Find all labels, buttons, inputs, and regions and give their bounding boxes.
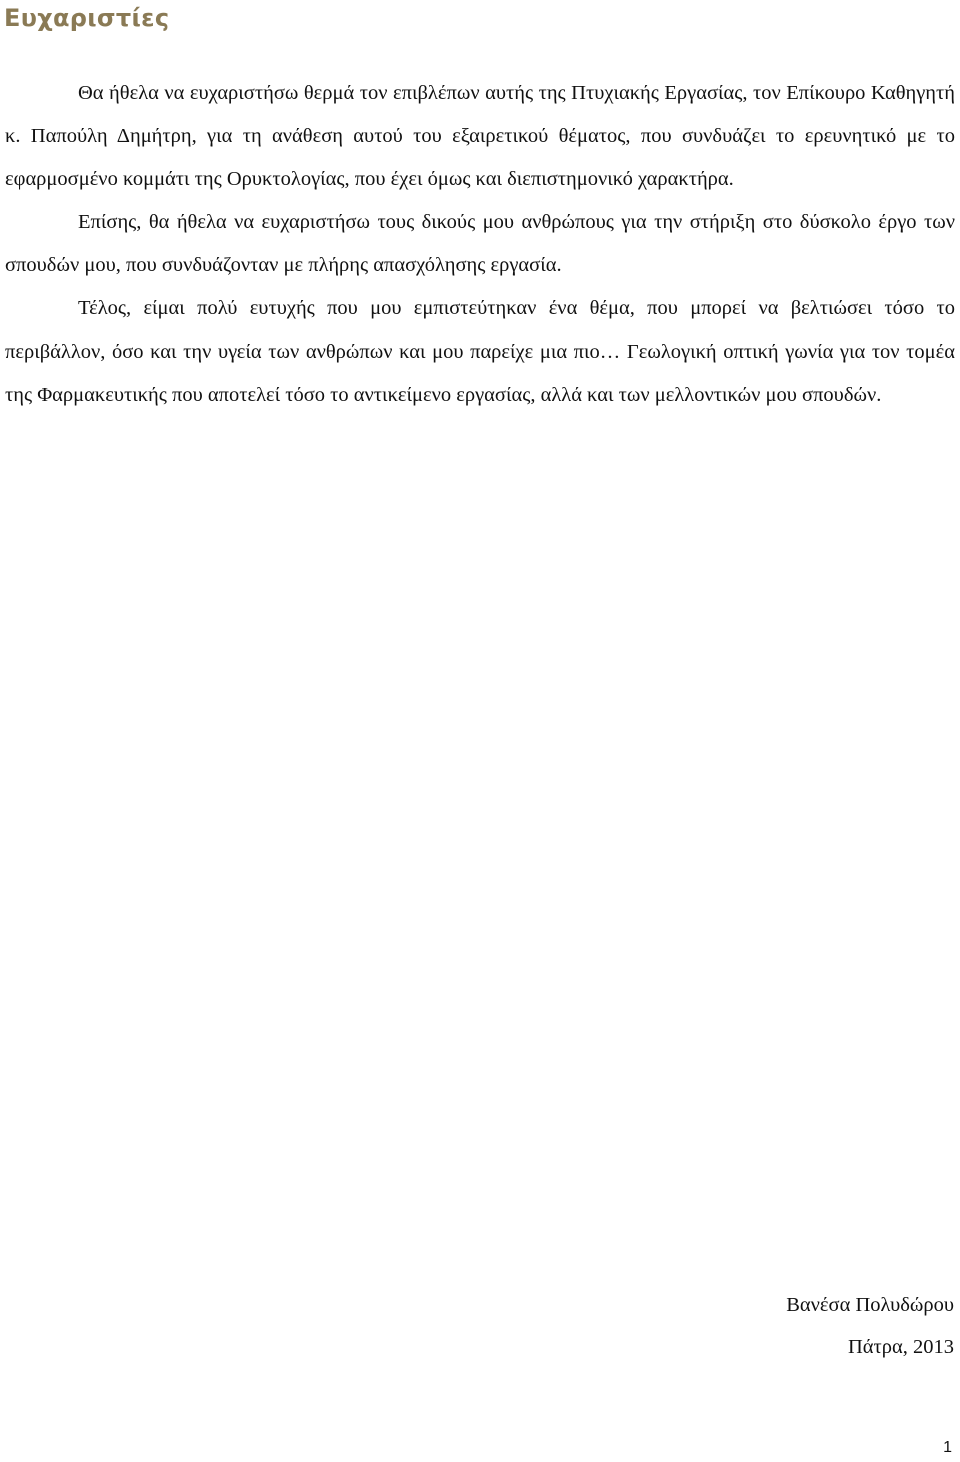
acknowledgements-body <box>5 72 955 417</box>
paragraph-supervisor-thanks: Θα ήθελα να ευχαριστήσω θερμά τον επιβλέπων αυτής της Πτυχιακής Εργασίας, τον Επίκουρο Καθηγητή κ. Παπούλη Δημήτρη, για τη ανάθεση αυτού του εξαιρετικού θέματος, που συνδυάζει το ερευνητικό με το εφαρμοσμένο κομμάτι της Ορυκτολογίας, που έχει όμως και διεπιστημονικό χαρακτήρα. <box>5 82 955 191</box>
paragraph-family-thanks: Επίσης, θα ήθελα να ευχαριστήσω τους δικούς μου ανθρώπους για την στήριξη στο δύσκολο έργο των σπουδών μου, που συνδυάζονταν με πλήρης απασχόλησης εργασία. <box>5 211 955 277</box>
page-number: 1 <box>943 1439 952 1456</box>
signature-block <box>786 1284 954 1368</box>
paragraph-closing: Τέλος, είμαι πολύ ευτυχής που μου εμπιστεύτηκαν ένα θέμα, που μπορεί να βελτιώσει τόσο το περιβάλλον, όσο και την υγεία των ανθρώπων και μου παρείχε μια πιο… Γεωλογική οπτική γωνία για τον τομέα της Φαρμακευτικής που αποτελεί τόσο το αντικείμενο εργασίας, αλλά και των μελλοντικών μου σπουδών. <box>5 297 955 406</box>
author-name: Βανέσα Πολυδώρου <box>786 1294 954 1316</box>
page-title: Ευχαριστίες <box>4 4 170 32</box>
place-date: Πάτρα, 2013 <box>847 1336 954 1358</box>
